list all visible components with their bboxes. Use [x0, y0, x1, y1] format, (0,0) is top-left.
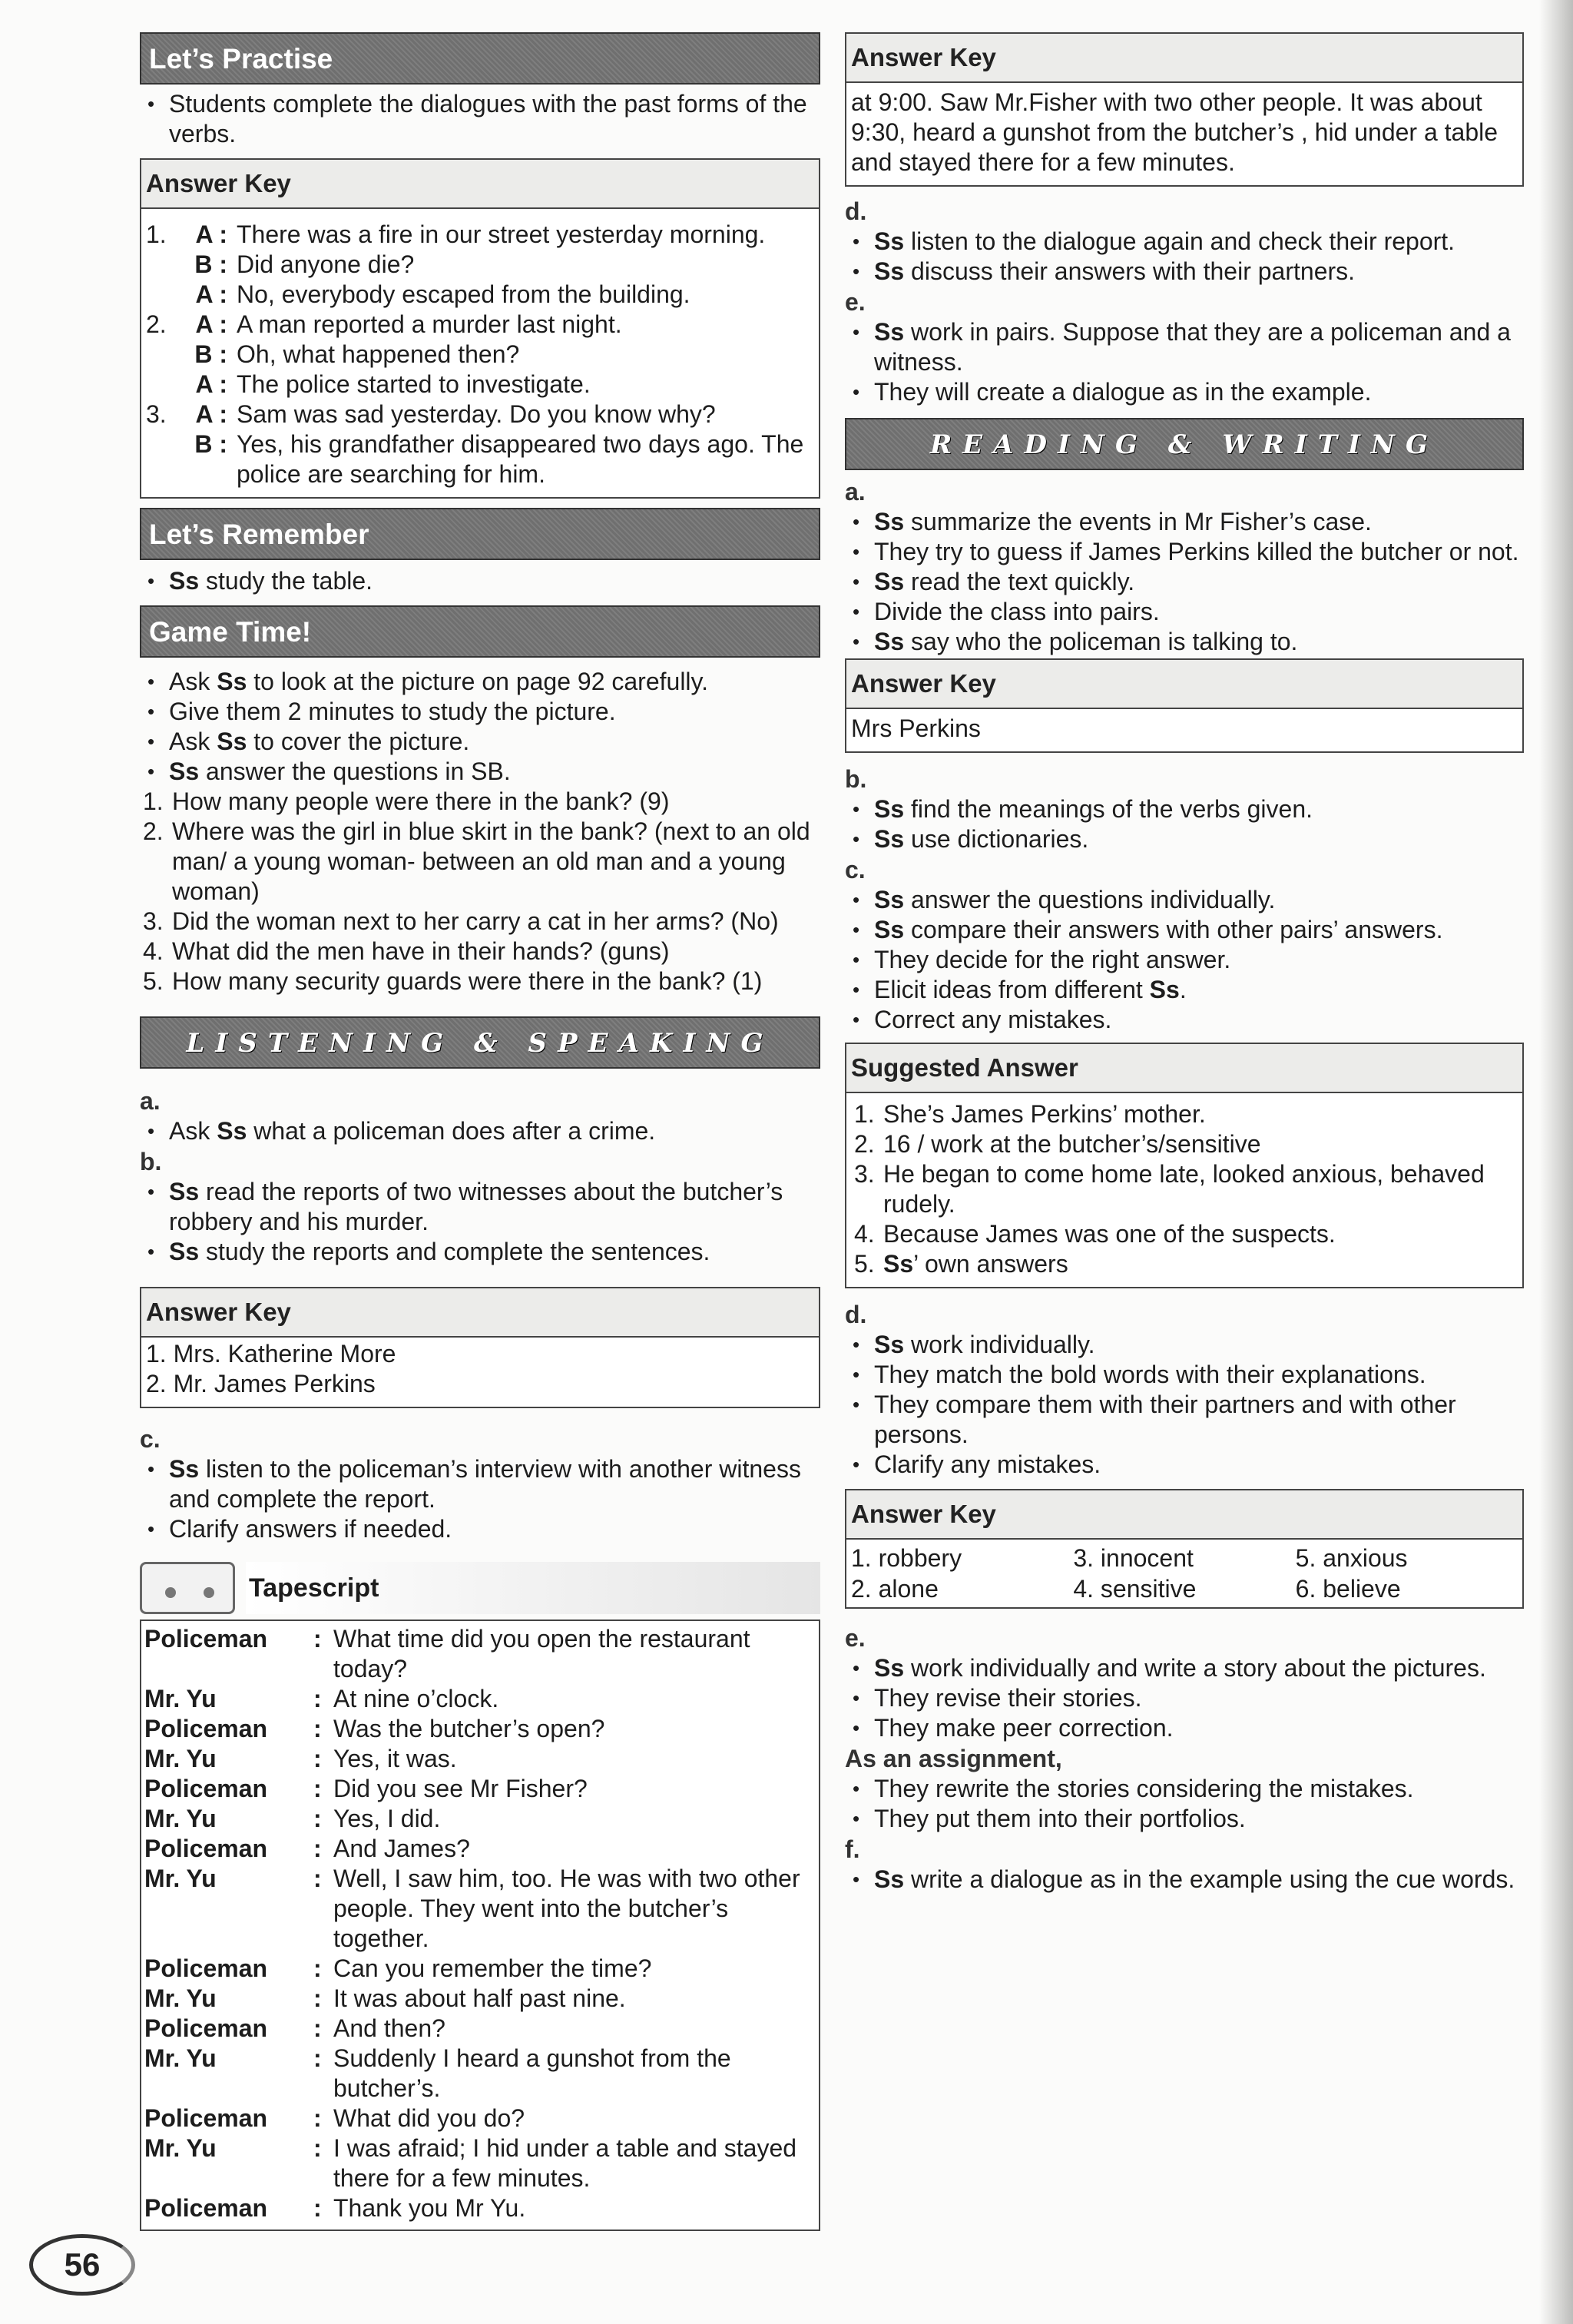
line-text: At nine o’clock.: [333, 1685, 499, 1712]
bullet-text: work individually and write a story about the pictures.: [904, 1654, 1486, 1682]
tapescript-line: [144, 1774, 816, 1804]
listening-e-instructions: [845, 317, 1524, 407]
reading-writing-heading: READING & WRITING: [845, 418, 1524, 470]
speaker: A :: [195, 280, 227, 308]
speaker: A :: [195, 370, 227, 398]
tapescript-line: [144, 1804, 816, 1834]
bullet-item: [845, 1713, 1524, 1743]
question-item: [140, 966, 820, 996]
line-text: Thank you Mr Yu.: [333, 2194, 526, 2222]
bold-term: Ss: [883, 1250, 914, 1278]
bullet-text: to cover the picture.: [247, 728, 470, 755]
tapescript-line: [144, 1954, 816, 1984]
item-number: 3.: [854, 1160, 875, 1188]
answer-key-title: Answer Key: [846, 660, 1522, 709]
colon: :: [313, 1984, 322, 2012]
colon: :: [313, 2104, 322, 2132]
bold-term: Ss: [217, 728, 247, 755]
answer-item: 5. anxious: [1295, 1544, 1408, 1572]
game-time-heading: Game Time!: [140, 605, 820, 658]
colon: :: [313, 1685, 322, 1712]
item-number: 4.: [854, 1220, 875, 1248]
question-number: 4.: [143, 937, 164, 965]
speaker: Policeman: [144, 1715, 268, 1742]
tapescript-line: [144, 1744, 816, 1774]
section-label-d: d.: [845, 197, 867, 225]
colon: :: [313, 1775, 322, 1802]
bullet-text: work in pairs. Suppose that they are a policeman and a witness.: [874, 318, 1511, 376]
item-number: 1.: [854, 1100, 875, 1128]
practise-instruction: • Students complete the dialogues with the past forms of the verbs.: [140, 89, 820, 149]
reading-b-instructions: [845, 794, 1524, 854]
suggested-answer-title: Suggested Answer: [846, 1044, 1522, 1093]
section-label-c: c.: [140, 1425, 161, 1453]
item-number: 2.: [854, 1130, 875, 1158]
line-text: Did you see Mr Fisher?: [333, 1775, 588, 1802]
bullet-text: discuss their answers with their partners.: [904, 257, 1356, 285]
bullet-text: .: [1179, 976, 1187, 1003]
section-label-f: f.: [845, 1835, 860, 1863]
assignment-label: As an assignment,: [845, 1745, 1062, 1772]
suggested-answer-box: [845, 1043, 1524, 1288]
bold-term: Ss: [874, 318, 905, 346]
speaker: Policeman: [144, 2104, 268, 2132]
bold-term: Ss: [874, 886, 905, 913]
bullet-item: [845, 537, 1524, 567]
answer-key-title: Answer Key: [846, 1490, 1522, 1540]
dialogue-answers: [141, 209, 819, 497]
bullet-text: They decide for the right answer.: [874, 946, 1231, 973]
bullet-item: [845, 567, 1524, 597]
bold-term: Ss: [874, 227, 905, 255]
bullet-text: work individually.: [904, 1331, 1095, 1358]
tapescript-line: [144, 2193, 816, 2223]
line-text: Yes, I did.: [333, 1805, 441, 1832]
speaker: A :: [195, 310, 227, 338]
bullet-item: [845, 1865, 1524, 1895]
speaker: B :: [194, 340, 227, 368]
bold-term: Ss: [874, 628, 905, 655]
listening-answer-key: [140, 1287, 820, 1408]
bullet-item: [140, 1177, 820, 1237]
bullet-text: say who the policeman is talking to.: [904, 628, 1298, 655]
bullet-item: [845, 507, 1524, 537]
dialogue-line: [146, 340, 814, 370]
practise-answer-key: [140, 158, 820, 499]
question-number: 5.: [143, 967, 164, 995]
tapescript-box: [140, 1620, 820, 2231]
bullet-item: [845, 1804, 1524, 1834]
bold-term: Ss: [1149, 976, 1180, 1003]
bold-term: Ss: [874, 916, 905, 943]
bullet-item: [845, 597, 1524, 627]
answer-item: 1. Mrs. Katherine More: [146, 1340, 396, 1368]
speaker: Mr. Yu: [144, 2044, 217, 2072]
bullet-text: find the meanings of the verbs given.: [904, 795, 1313, 823]
bullet-text: read the text quickly.: [904, 568, 1135, 595]
speaker: Mr. Yu: [144, 2134, 217, 2162]
bullet-text: study the reports and complete the sentences.: [199, 1238, 710, 1265]
bullet-text: Elicit ideas from different: [874, 976, 1150, 1003]
bullet-item: [140, 697, 820, 727]
bullet-item: [140, 667, 820, 697]
bullet-item: [140, 757, 820, 787]
dialogue-line: [146, 250, 814, 280]
bold-term: Ss: [217, 668, 247, 695]
bullet-item: [845, 1330, 1524, 1360]
remember-instruction: • Ss study the table.: [140, 566, 820, 596]
speaker: Policeman: [144, 2014, 268, 2042]
bullet-text: to look at the picture on page 92 carefully.: [247, 668, 709, 695]
line-text: What time did you open the restaurant today?: [333, 1625, 750, 1682]
line-number: [146, 340, 175, 370]
bullet-item: [845, 1360, 1524, 1390]
line-text: Yes, his grandfather disappeared two days ago. The police are searching for him.: [237, 430, 804, 488]
question-item: [140, 907, 820, 937]
vocabulary-answer-key: [845, 1489, 1524, 1609]
bold-term: Ss: [874, 257, 905, 285]
line-number: 3.: [146, 400, 167, 428]
suggested-item: [851, 1219, 1518, 1249]
suggested-item: [851, 1129, 1518, 1159]
bullet-text: They rewrite the stories considering the mistakes.: [874, 1775, 1414, 1802]
item-text: He began to come home late, looked anxious, behaved rudely.: [883, 1160, 1485, 1218]
bullet-text: Divide the class into pairs.: [874, 598, 1160, 625]
game-questions: [140, 787, 820, 996]
bold-term: Ss: [874, 1654, 905, 1682]
tapescript-line: [144, 1834, 816, 1864]
answer-item: 2. Mr. James Perkins: [146, 1370, 376, 1397]
question-item: [140, 937, 820, 966]
bullet-text: Clarify answers if needed.: [169, 1515, 452, 1543]
answer-item: 3. innocent: [1073, 1544, 1194, 1572]
line-number: [146, 370, 175, 399]
right-column: [845, 32, 1524, 1895]
bullet-text: Ask: [169, 668, 217, 695]
question-item: [140, 817, 820, 907]
section-label-b: b.: [845, 765, 867, 793]
speaker: Mr. Yu: [144, 1805, 217, 1832]
bullet-text: listen to the dialogue again and check their report.: [904, 227, 1455, 255]
report-answer-key: [845, 32, 1524, 187]
dialogue-line: [146, 399, 814, 429]
line-text: A man reported a murder last night.: [237, 310, 622, 338]
listening-a-instruction: • Ask Ss what a policeman does after a crime.: [140, 1116, 820, 1146]
line-text: There was a fire in our street yesterday morning.: [237, 220, 766, 248]
section-label-c: c.: [845, 856, 866, 884]
speaker: Mr. Yu: [144, 1685, 217, 1712]
tapescript-line: [144, 1984, 816, 2014]
vocabulary-answers: [846, 1540, 1522, 1607]
reading-answer-text: Mrs Perkins: [851, 714, 981, 742]
colon: :: [313, 1865, 322, 1892]
bullet-item: [845, 794, 1524, 824]
answer-item: 1. robbery: [851, 1544, 962, 1572]
bullet-item: [845, 1653, 1524, 1683]
suggested-item: [851, 1249, 1518, 1279]
bullet-text: write a dialogue as in the example using the cue words.: [904, 1865, 1515, 1893]
bullet-item: [845, 885, 1524, 915]
bullet-text: read the reports of two witnesses about the butcher’s robbery and his murder.: [169, 1178, 783, 1235]
lets-practise-heading: Let’s Practise: [140, 32, 820, 85]
colon: :: [313, 1805, 322, 1832]
bullet-text: They try to guess if James Perkins killed the butcher or not.: [874, 538, 1519, 565]
bold-term: Ss: [169, 758, 200, 785]
bullet-item: [845, 1005, 1524, 1035]
bullet-text: listen to the policeman’s interview with another witness and complete the report.: [169, 1455, 801, 1513]
dialogue-line: [146, 310, 814, 340]
report-answer-text: at 9:00. Saw Mr.Fisher with two other people. It was about 9:30, heard a gunshot from the butcher’s , hid under a table and stayed there for a few minutes.: [851, 88, 1498, 176]
bullet-item: [845, 945, 1524, 975]
tapescript-line: [144, 2104, 816, 2133]
item-number: 5.: [854, 1250, 875, 1278]
bullet-item: [140, 1514, 820, 1544]
game-instructions: [140, 667, 820, 787]
reading-c-instructions: [845, 885, 1524, 1035]
bullet-text: answer the questions in SB.: [199, 758, 511, 785]
answer-item: 2. alone: [851, 1575, 939, 1603]
cassette-icon: [140, 1562, 235, 1614]
reading-e-instructions: [845, 1653, 1524, 1743]
answer-key-title: Answer Key: [141, 160, 819, 209]
question-number: 2.: [143, 817, 164, 845]
colon: :: [313, 1625, 322, 1653]
colon: :: [313, 1954, 322, 1982]
bullet-item: [845, 257, 1524, 287]
colon: :: [313, 2014, 322, 2042]
tapescript-header: [140, 1560, 820, 1616]
reading-f-instructions: [845, 1865, 1524, 1895]
item-text: 16 / work at the butcher’s/sensitive: [883, 1130, 1261, 1158]
bold-term: Ss: [874, 1865, 905, 1893]
bullet-item: [845, 627, 1524, 657]
assignment-instructions: [845, 1774, 1524, 1834]
tapescript-line: [144, 2044, 816, 2104]
line-text: Yes, it was.: [333, 1745, 457, 1772]
line-number: 1.: [146, 220, 167, 248]
line-text: No, everybody escaped from the building.: [237, 280, 690, 308]
bullet-text: Clarify any mistakes.: [874, 1450, 1101, 1478]
question-text: Where was the girl in blue skirt in the bank? (next to an old man/ a young woman- between an old man and a young woman): [172, 817, 810, 905]
bullet-text: They revise their stories.: [874, 1684, 1142, 1712]
page-number: 56: [29, 2234, 135, 2296]
bold-term: Ss: [874, 1331, 905, 1358]
question-text: Did the woman next to her carry a cat in her arms? (No): [172, 907, 779, 935]
bullet-text: Give them 2 minutes to study the picture.: [169, 698, 616, 725]
speaker: Policeman: [144, 1775, 268, 1802]
line-text: Did anyone die?: [237, 250, 415, 278]
item-text: ’ own answers: [913, 1250, 1068, 1278]
bullet-item: [845, 915, 1524, 945]
section-label-d: d.: [845, 1301, 867, 1328]
line-text: The police started to investigate.: [237, 370, 591, 398]
item-text: She’s James Perkins’ mother.: [883, 1100, 1206, 1128]
listening-answers: [141, 1338, 819, 1407]
page-edge-shadow: [1539, 0, 1573, 2324]
bold-term: Ss: [874, 795, 905, 823]
line-text: And then?: [333, 2014, 445, 2042]
line-number: [146, 280, 175, 310]
colon: :: [313, 1745, 322, 1772]
line-text: Was the butcher’s open?: [333, 1715, 605, 1742]
section-label-a: a.: [845, 478, 866, 506]
line-text: Sam was sad yesterday. Do you know why?: [237, 400, 716, 428]
dialogue-line: [146, 220, 814, 250]
answer-key-title: Answer Key: [846, 34, 1522, 83]
section-label-b: b.: [140, 1148, 162, 1175]
bullet-text: They make peer correction.: [874, 1714, 1174, 1742]
bullet-item: [845, 317, 1524, 377]
listening-b-instructions: [140, 1177, 820, 1267]
left-column: [140, 32, 820, 2231]
bullet-text: answer the questions individually.: [904, 886, 1276, 913]
answer-key-title: Answer Key: [141, 1288, 819, 1338]
question-text: How many security guards were there in the bank? (1): [172, 967, 763, 995]
line-number: 2.: [146, 310, 167, 338]
bullet-text: They will create a dialogue as in the example.: [874, 378, 1372, 406]
bold-term: Ss: [169, 1455, 200, 1483]
bullet-item: [845, 824, 1524, 854]
colon: :: [313, 2194, 322, 2222]
bullet-item: [140, 1237, 820, 1267]
bullet-text: They put them into their portfolios.: [874, 1805, 1246, 1832]
line-text: It was about half past nine.: [333, 1984, 626, 2012]
item-text: Because James was one of the suspects.: [883, 1220, 1336, 1248]
speaker: Mr. Yu: [144, 1865, 217, 1892]
question-number: 1.: [143, 787, 164, 815]
question-text: How many people were there in the bank? (9): [172, 787, 670, 815]
reading-a-instructions: [845, 507, 1524, 657]
speaker: Mr. Yu: [144, 1745, 217, 1772]
bullet-text: They match the bold words with their explanations.: [874, 1361, 1426, 1388]
bullet-text: Correct any mistakes.: [874, 1006, 1112, 1033]
bullet-item: [845, 1450, 1524, 1480]
bullet-text: compare their answers with other pairs’ answers.: [904, 916, 1443, 943]
tapescript-line: [144, 2133, 816, 2193]
bullet-text: Ask: [169, 728, 217, 755]
colon: :: [313, 2044, 322, 2072]
line-number: [146, 429, 175, 489]
listening-d-instructions: [845, 227, 1524, 287]
line-text: Can you remember the time?: [333, 1954, 652, 1982]
speaker: B :: [194, 250, 227, 278]
answer-item: 4. sensitive: [1073, 1575, 1197, 1603]
speaker: Policeman: [144, 1835, 268, 1862]
line-text: Oh, what happened then?: [237, 340, 520, 368]
tapescript-title: Tapescript: [246, 1562, 820, 1614]
question-text: What did the men have in their hands? (guns): [172, 937, 670, 965]
bullet-item: [845, 1774, 1524, 1804]
tapescript-line: [144, 1714, 816, 1744]
bold-term: Ss: [169, 1238, 200, 1265]
bullet-item: [140, 727, 820, 757]
bold-term: Ss: [874, 568, 905, 595]
bold-term: Ss: [169, 1178, 200, 1205]
line-text: I was afraid; I hid under a table and stayed there for a few minutes.: [333, 2134, 797, 2192]
bold-term: Ss: [874, 508, 905, 535]
bullet-text: They compare them with their partners and with other persons.: [874, 1391, 1456, 1448]
section-label-e: e.: [845, 288, 866, 316]
reading-answer-key: [845, 658, 1524, 753]
bullet-text: use dictionaries.: [904, 825, 1089, 853]
colon: :: [313, 1715, 322, 1742]
line-text: Well, I saw him, too. He was with two other people. They went into the butcher’s together.: [333, 1865, 800, 1952]
answer-item: 6. believe: [1295, 1575, 1401, 1603]
lets-remember-heading: Let’s Remember: [140, 508, 820, 560]
bullet-item: [845, 377, 1524, 407]
section-label-a: a.: [140, 1087, 161, 1115]
bullet-item: [845, 975, 1524, 1005]
listening-c-instructions: [140, 1454, 820, 1544]
line-text: Suddenly I heard a gunshot from the butcher’s.: [333, 2044, 731, 2102]
suggested-item: [851, 1159, 1518, 1219]
bullet-text: summarize the events in Mr Fisher’s case.: [904, 508, 1372, 535]
section-label-e: e.: [845, 1624, 866, 1652]
speaker: A :: [195, 220, 227, 248]
dialogue-line: [146, 429, 814, 489]
speaker: Policeman: [144, 1954, 268, 1982]
bullet-item: [845, 1390, 1524, 1450]
suggested-answers: [846, 1093, 1522, 1287]
speaker: Policeman: [144, 2194, 268, 2222]
tapescript-line: [144, 1864, 816, 1954]
tapescript-line: [144, 1624, 816, 1684]
question-number: 3.: [143, 907, 164, 935]
speaker: A :: [195, 400, 227, 428]
bullet-item: [140, 1454, 820, 1514]
question-item: [140, 787, 820, 817]
reading-d-instructions: [845, 1330, 1524, 1480]
suggested-item: [851, 1099, 1518, 1129]
colon: :: [313, 1835, 322, 1862]
line-text: What did you do?: [333, 2104, 525, 2132]
bullet-item: [845, 227, 1524, 257]
listening-speaking-heading: LISTENING & SPEAKING: [140, 1016, 820, 1069]
bullet-item: [845, 1683, 1524, 1713]
speaker: B :: [194, 430, 227, 458]
bold-term: Ss: [874, 825, 905, 853]
line-text: And James?: [333, 1835, 470, 1862]
colon: :: [313, 2134, 322, 2162]
line-number: [146, 250, 175, 280]
dialogue-line: [146, 370, 814, 399]
tapescript-dialogue: [144, 1624, 816, 2223]
tapescript-line: [144, 2014, 816, 2044]
dialogue-line: [146, 280, 814, 310]
tapescript-line: [144, 1684, 816, 1714]
speaker: Policeman: [144, 1625, 268, 1653]
speaker: Mr. Yu: [144, 1984, 217, 2012]
